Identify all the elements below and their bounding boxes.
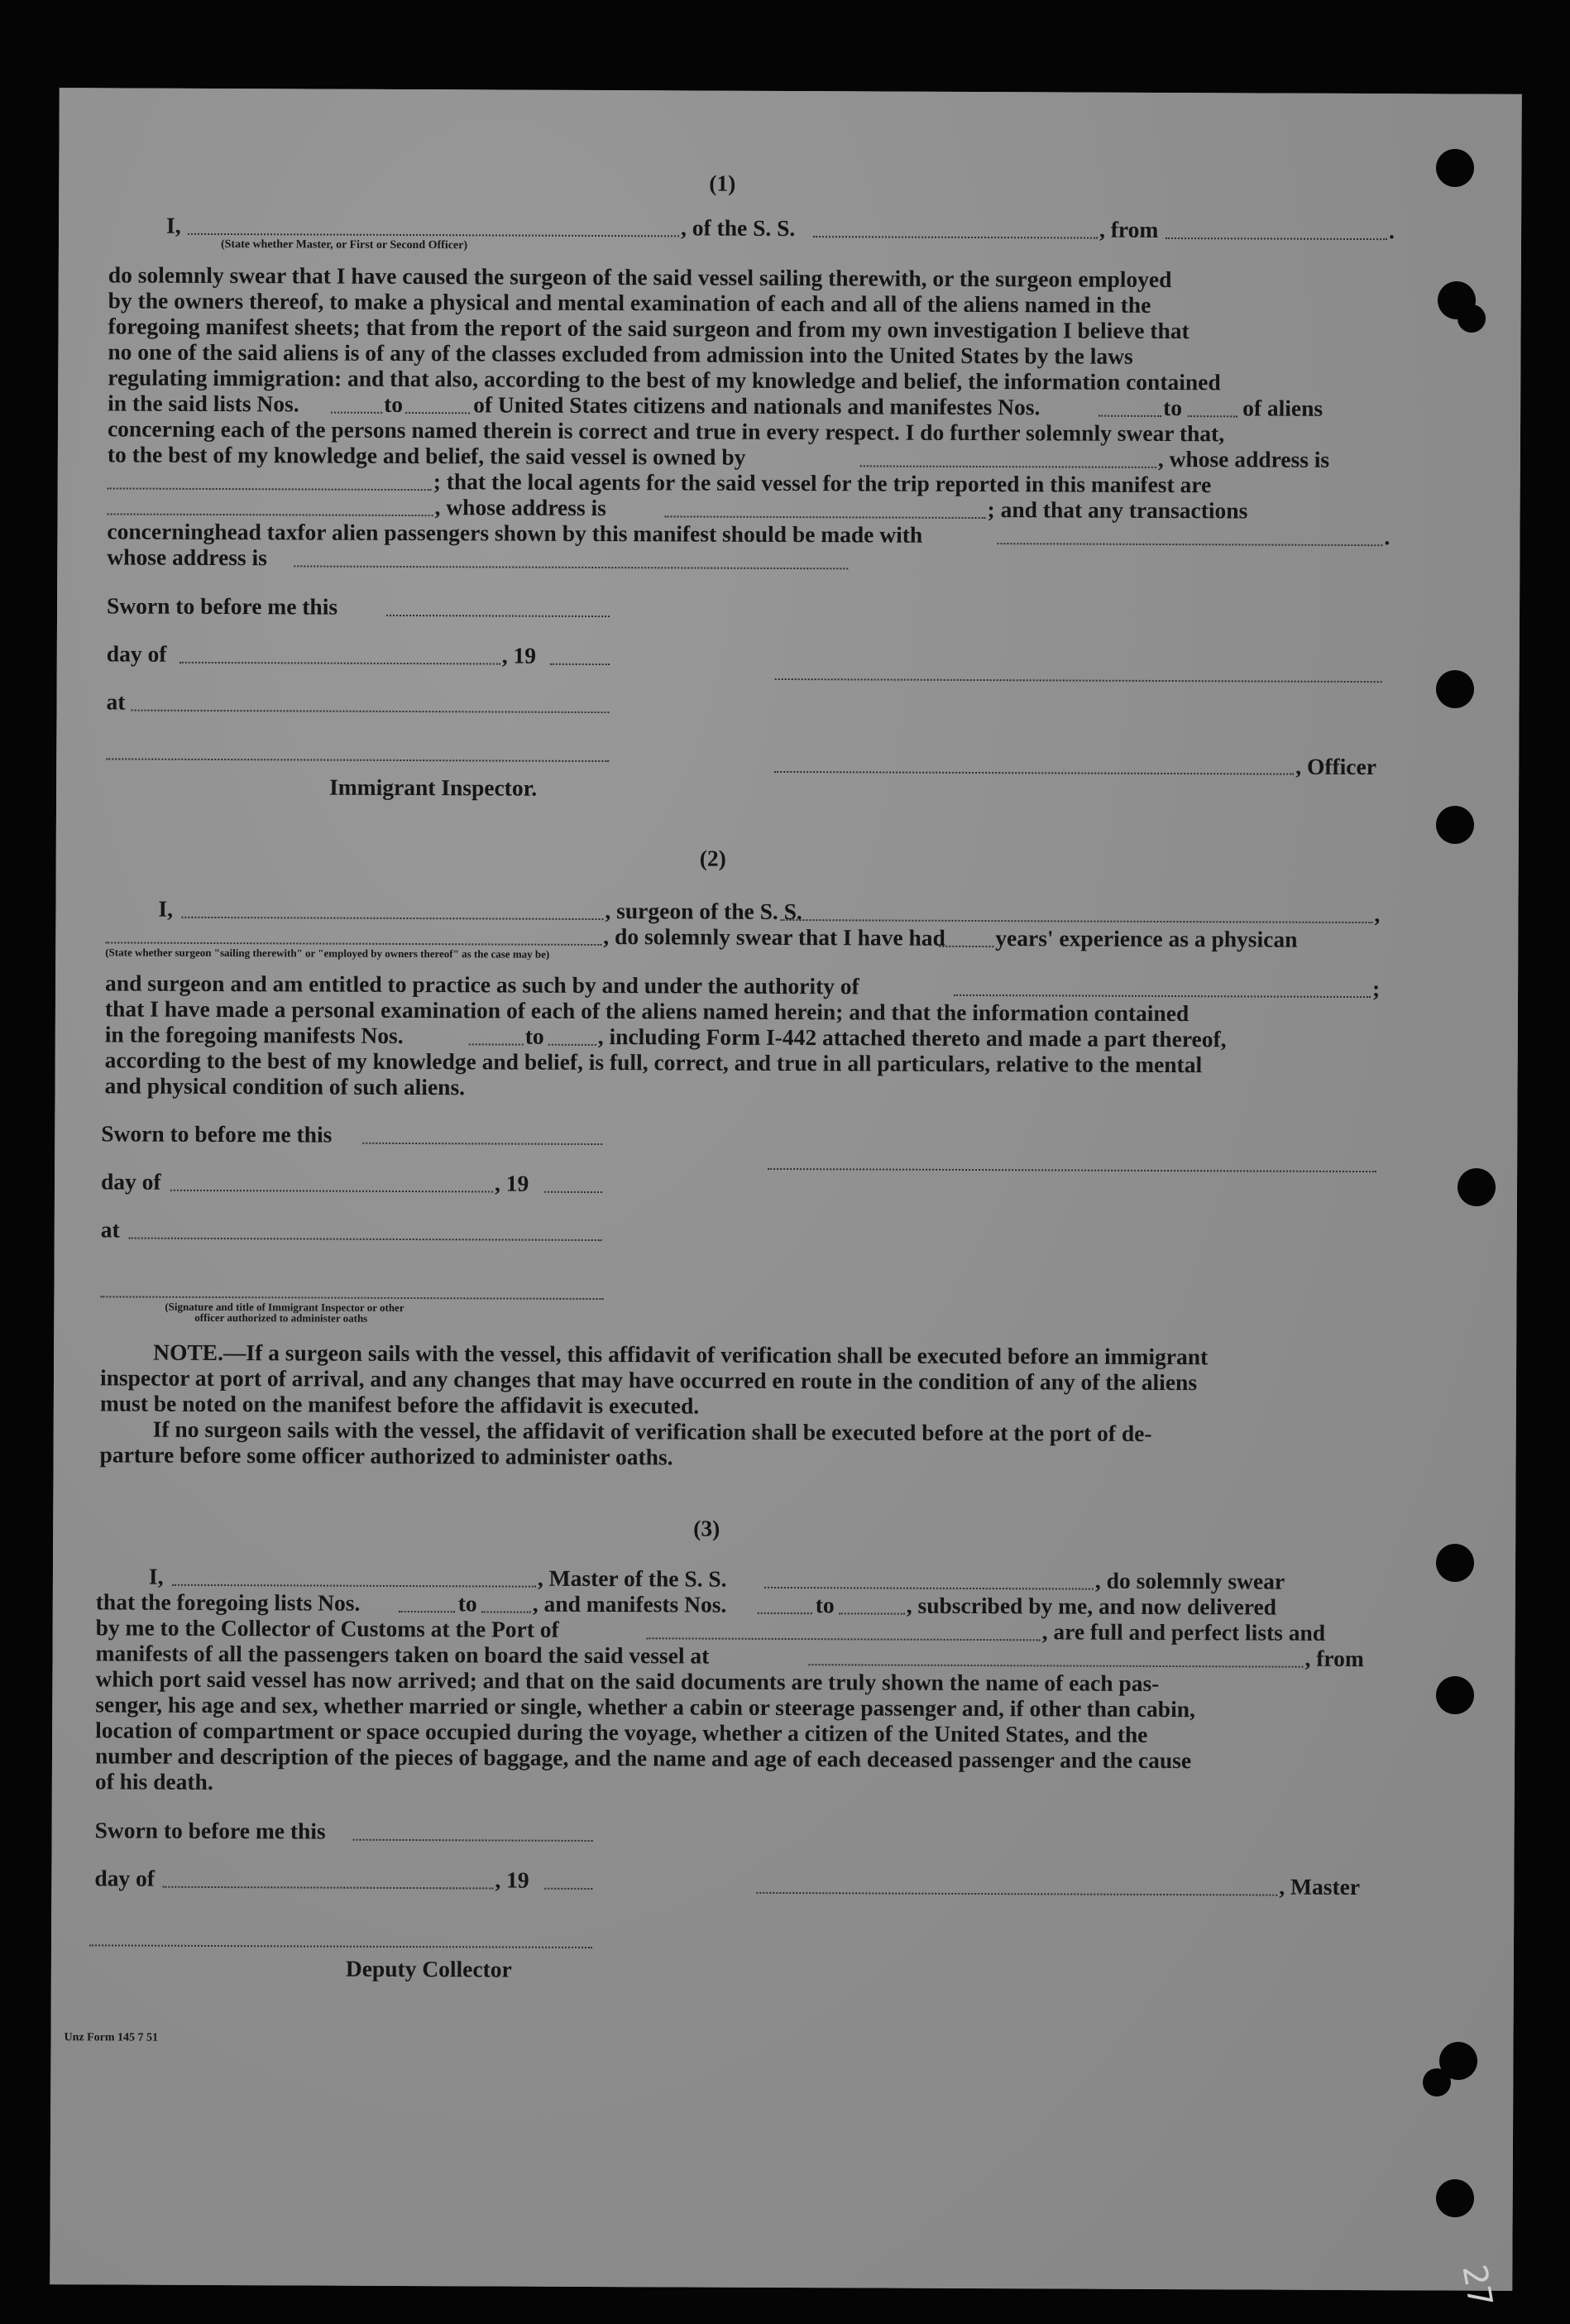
s3-collector-signature-field[interactable]	[89, 1944, 592, 1948]
s1-lists-to-field[interactable]	[405, 412, 470, 414]
s3-to-label-2: to	[815, 1592, 835, 1618]
s3-year-label: , 19	[495, 1866, 529, 1893]
s1-lists-from-field[interactable]	[331, 412, 382, 414]
s2-form-label: , including Form I-442 attached thereto and made a part thereof,	[597, 1023, 1227, 1052]
s2-para-line: according to the best of my knowledge and belief, is full, correct, and true in all particulars, relative to the mental	[104, 1047, 1203, 1078]
s1-day-label: day of	[106, 640, 167, 667]
s1-year-label: , 19	[501, 642, 537, 668]
section-3-number: (3)	[693, 1515, 720, 1541]
s1-agents-address-label: , whose address is	[434, 494, 606, 521]
s3-port-label: by me to the Collector of Customs at the Port of	[95, 1614, 559, 1642]
s2-para-line: that I have made a personal examination of each of the aliens named herein; and that the information contained	[104, 995, 1189, 1027]
s1-from-field[interactable]	[1166, 237, 1387, 240]
s2-swear-label: , do solemnly swear that I have had	[603, 923, 945, 951]
s1-para-line: foregoing manifest sheets; that from the report of the said surgeon and from my own investigation I believe that	[108, 313, 1189, 344]
s1-year-field[interactable]	[550, 664, 610, 665]
s2-ship-name-field[interactable]	[780, 919, 1372, 923]
s1-headtax-address-field[interactable]	[294, 565, 848, 569]
s1-sworn-field[interactable]	[386, 615, 610, 617]
s3-ship-name-field[interactable]	[764, 1587, 1094, 1590]
s2-day-label: day of	[100, 1168, 161, 1195]
s3-para-line: senger, his age and sex, whether married or single, whether a cabin or steerage passenger and, if other than cabin,	[95, 1691, 1195, 1723]
s1-inspector-signature-field[interactable]	[106, 758, 609, 762]
s2-manifests-to-field[interactable]	[548, 1044, 596, 1046]
s2-sig-note: officer authorized to administer oaths	[194, 1311, 368, 1325]
s2-at-field[interactable]	[129, 1238, 602, 1241]
s2-note-line: NOTE.—If a surgeon sails with the vessel, this affidavit of verification shall be executed before an immigrant	[153, 1339, 1209, 1370]
s1-signature-field[interactable]	[775, 678, 1382, 683]
s1-para-line: concerning each of the persons named therein is correct and true in every respect. I do further solemnly swear that,	[107, 415, 1225, 447]
s2-surgeon-note: (State whether surgeon "sailing therewith" or "employed by owners thereof" as the case may be)	[105, 946, 550, 961]
s2-experience-label: years' experience as a physican	[995, 925, 1298, 952]
s3-from-label: , from	[1304, 1645, 1364, 1672]
s1-at-label: at	[106, 688, 126, 715]
s1-para-line: regulating immigration: and that also, according to the best of my knowledge and belief, the information contained	[108, 364, 1221, 395]
s1-agents-field[interactable]	[108, 513, 433, 516]
s3-port-field[interactable]	[647, 1637, 1041, 1641]
s1-from-label: , from	[1099, 216, 1159, 242]
s2-note-line: parture before some officer authorized to administer oaths.	[99, 1441, 673, 1470]
s3-vessel-at-label: manifests of all the passengers taken on board the said vessel at	[95, 1640, 710, 1669]
s1-to-label: to	[384, 391, 404, 417]
s2-surgeon-type-field[interactable]	[105, 942, 601, 946]
s1-officer-label: , Officer	[1295, 753, 1377, 780]
punch-hole-icon	[1423, 2068, 1451, 2096]
s2-ss-label: , surgeon of the S. S.	[605, 898, 802, 925]
punch-hole-icon	[1436, 806, 1474, 844]
s3-to-label: to	[457, 1590, 477, 1617]
punch-hole-icon	[1436, 2179, 1474, 2217]
s2-sworn-field[interactable]	[362, 1143, 602, 1145]
s2-sworn-label: Sworn to before me this	[101, 1120, 333, 1148]
s2-comma: ,	[1374, 901, 1381, 927]
s1-para-line: do solemnly swear that I have caused the surgeon of the said vessel sailing therewith, or the surgeon employed	[108, 261, 1172, 293]
punch-hole-icon	[1458, 1168, 1496, 1206]
s3-sworn-label: Sworn to before me this	[94, 1817, 326, 1844]
punch-hole-icon	[1436, 149, 1474, 187]
s3-lists-perfect-label: , are full and perfect lists and	[1041, 1618, 1326, 1646]
s3-lists-to-field[interactable]	[481, 1611, 531, 1612]
s1-headtax-label: concerninghead taxfor alien passengers shown by this manifest should be made with	[107, 518, 923, 548]
s2-i-label: I,	[158, 895, 174, 922]
s3-day-field[interactable]	[162, 1886, 493, 1890]
s1-owner-address-label: , whose address is	[1157, 445, 1330, 472]
s3-manifests-to-field[interactable]	[839, 1612, 905, 1614]
s2-signature-field[interactable]	[768, 1168, 1376, 1172]
punch-hole-icon	[1436, 1676, 1474, 1714]
s2-at-label: at	[100, 1216, 120, 1243]
s1-i-label: I,	[166, 212, 181, 238]
s2-manifests-label: in the foregoing manifests Nos.	[104, 1021, 404, 1048]
s1-ss-label: , of the S. S.	[681, 214, 796, 242]
s2-authority-field[interactable]	[954, 994, 1371, 998]
s1-manifests-label: of United States citizens and nationals and manifestes Nos.	[473, 391, 1041, 420]
s1-period: .	[1388, 218, 1395, 244]
s1-inspector-label: Immigrant Inspector.	[329, 774, 538, 801]
s1-manifests-from-field[interactable]	[1099, 415, 1161, 417]
s2-day-field[interactable]	[170, 1190, 493, 1193]
s2-semicolon: ;	[1371, 975, 1381, 1002]
s1-lists-label: in the said lists Nos.	[108, 390, 299, 417]
s2-year-field[interactable]	[544, 1191, 602, 1193]
s1-owner-address-field[interactable]	[108, 487, 432, 491]
s2-para-line: and physical condition of such aliens.	[104, 1072, 466, 1100]
s2-years-field[interactable]	[939, 946, 993, 947]
s3-sworn-field[interactable]	[353, 1839, 593, 1842]
s2-surgeon-name-field[interactable]	[181, 917, 603, 920]
s3-master-label: , Master	[1279, 1873, 1361, 1900]
s1-officer-name-field[interactable]	[188, 233, 679, 237]
s2-to-label: to	[524, 1023, 544, 1049]
s1-at-field[interactable]	[132, 710, 610, 714]
s3-master-name-field[interactable]	[172, 1584, 536, 1588]
s1-day-field[interactable]	[179, 662, 500, 665]
s2-sig-note: (Signature and title of Immigrant Inspector or other	[165, 1300, 404, 1314]
s2-manifests-from-field[interactable]	[469, 1043, 524, 1045]
s3-lists-from-field[interactable]	[399, 1611, 455, 1612]
s3-lists-label: that the foregoing lists Nos.	[95, 1588, 361, 1616]
s1-officer-field[interactable]	[774, 771, 1294, 775]
punch-hole-icon	[1458, 304, 1486, 333]
s1-agents-label: ; that the local agents for the said vessel for the trip reported in this manifest are	[433, 468, 1212, 498]
s2-note-line: must be noted on the manifest before the affidavit is executed.	[99, 1390, 700, 1419]
s2-note-line: If no surgeon sails with the vessel, the affidavit of verification shall be executed before at the port of de-	[152, 1416, 1152, 1446]
s3-para-line: location of compartment or space occupied during the voyage, whether a citizen of the United States, and the	[95, 1717, 1148, 1747]
s1-headtax-address-label: whose address is	[107, 544, 267, 571]
punch-hole-icon	[1436, 670, 1474, 708]
s1-headtax-field[interactable]	[997, 543, 1382, 546]
s3-para-line: number and description of the pieces of baggage, and the name and age of each deceased passenger and the cause	[94, 1742, 1192, 1774]
s3-day-label: day of	[94, 1865, 156, 1891]
s2-inspector-signature-field[interactable]	[100, 1296, 603, 1300]
s1-agents-address-field[interactable]	[665, 515, 986, 519]
s1-transactions-label: ; and that any transactions	[987, 496, 1248, 524]
s3-master-signature-field[interactable]	[756, 1892, 1277, 1896]
s1-ship-name-field[interactable]	[813, 236, 1098, 239]
punch-hole-icon	[1436, 1544, 1474, 1582]
s1-sworn-label: Sworn to before me this	[107, 592, 338, 620]
s3-collector-label: Deputy Collector	[345, 1955, 512, 1982]
s1-to-label-2: to	[1163, 394, 1183, 421]
section-1-number: (1)	[709, 170, 736, 196]
handwritten-page-mark: 27	[1454, 2261, 1500, 2311]
s3-delivered-label: , subscribed by me, and now delivered	[906, 1592, 1277, 1620]
s1-manifests-to-field[interactable]	[1188, 415, 1237, 417]
s3-ss-label: , Master of the S. S.	[537, 1565, 727, 1592]
section-2-number: (2)	[699, 845, 726, 871]
s3-year-field[interactable]	[544, 1888, 592, 1890]
s3-para-line: of his death.	[94, 1768, 213, 1795]
s3-manifests-from-field[interactable]	[758, 1612, 812, 1614]
s3-vessel-at-field[interactable]	[808, 1664, 1303, 1668]
s3-swear-label: , do solemnly swear	[1094, 1567, 1285, 1594]
s1-aliens-label: of aliens	[1242, 395, 1323, 421]
s1-para-line: no one of the said aliens is of any of the classes excluded from admission into the United States by the laws	[108, 338, 1133, 369]
s1-para-line: by the owners thereof, to make a physical and mental examination of each and all of the aliens named in the	[108, 287, 1151, 318]
s2-note-line: inspector at port of arrival, and any changes that may have occurred en route in the condition of any of the aliens	[99, 1364, 1198, 1396]
s1-period-2: .	[1384, 524, 1391, 550]
form-sheet	[50, 88, 1522, 2291]
s2-authority-label: and surgeon and am entitled to practice as such by and under the authority of	[105, 970, 859, 999]
s3-i-label: I,	[148, 1563, 164, 1589]
s2-year-label: , 19	[494, 1170, 529, 1196]
s3-para-line: which port said vessel has now arrived; and that on the said documents are truly shown the name of each pas-	[95, 1665, 1160, 1696]
s1-owned-by-label: to the best of my knowledge and belief, the said vessel is owned by	[107, 441, 746, 470]
s1-officer-note: (State whether Master, or First or Second Officer)	[220, 238, 468, 252]
form-number: Unz Form 145 7 51	[64, 2031, 159, 2044]
s3-manifests-label: , and manifests Nos.	[532, 1590, 727, 1617]
s1-owner-field[interactable]	[860, 465, 1156, 468]
